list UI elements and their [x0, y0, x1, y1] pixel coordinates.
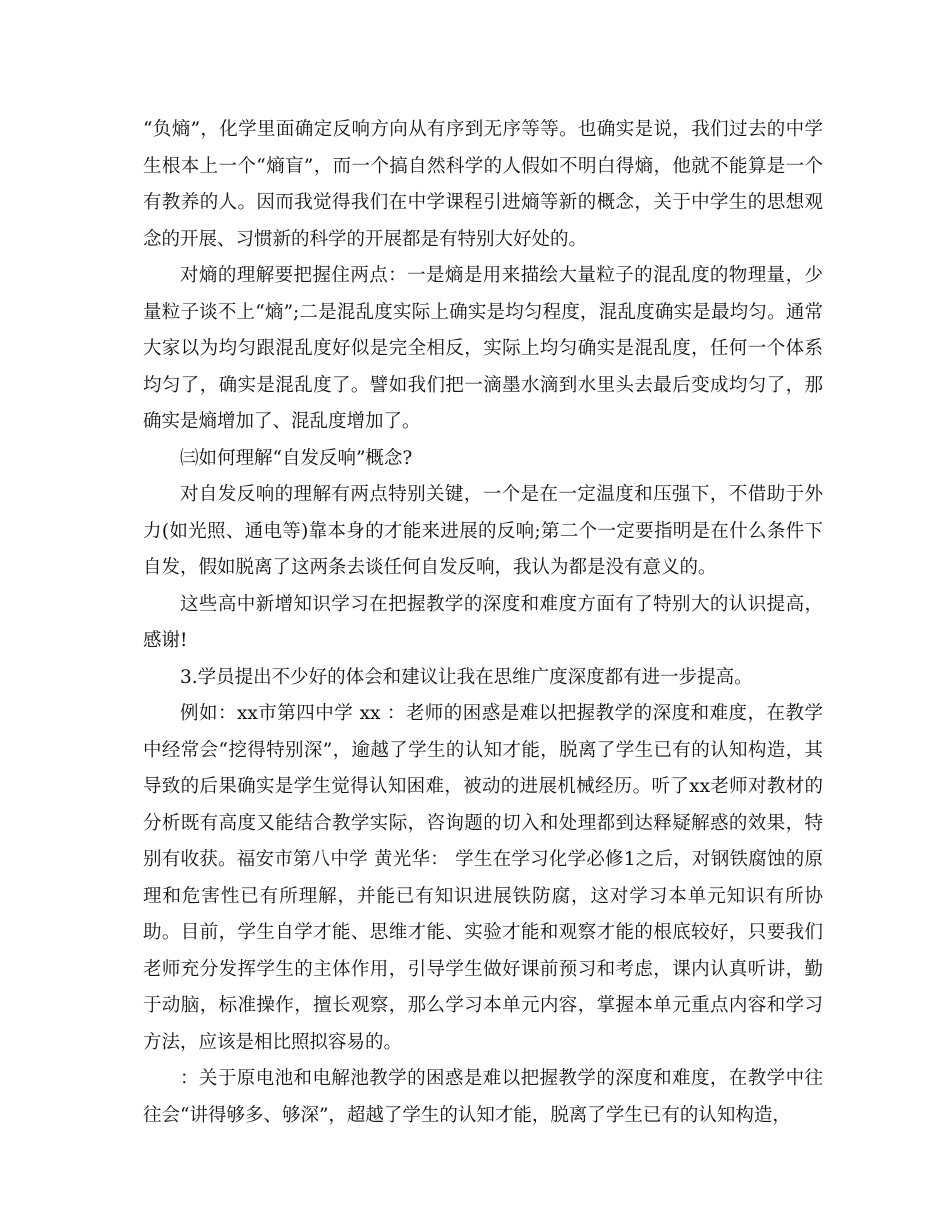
paragraph-thanks: 这些高中新增知识学习在把握教学的深度和难度方面有了特别大的认识提高，感谢!	[143, 593, 823, 651]
document-body	[143, 112, 823, 1134]
paragraph-examples: 例如：xx市第四中学 xx ：老师的困惑是难以把握教学的深度和难度，在教学中经常会“挖得特别深”，逾越了学生的认知才能，脱离了学生已有的认知构造，其导致的后果确实是学生觉得认知困难，被动的进展机械经历。听了xx老师对教材的分析既有高度又能结合教学实际，咨询题的切入和处理都到达释疑解惑的效果，特别有收获。福安市第八中学 黄光华： 学生在学习化学必修1之后，对钢铁腐蚀的原理和危害性已有所理解，并能已有知识进展铁防腐，这对学习本单元知识有所协助。目前，学生自学才能、思维才能、实验才能和观察才能的根底较好，只要我们老师充分发挥学生的主体作用，引导学生做好课前预习和考虑，课内认真听讲，勤于动脑，标准操作，擅长观察，那么学习本单元内容，掌握本单元重点内容和学习方法，应该是相比照拟容易的。	[143, 703, 823, 1053]
paragraph-electrochemistry: ：关于原电池和电解池教学的困惑是难以把握教学的深度和难度，在教学中往往会“讲得够多、够深”，超越了学生的认知才能，脱离了学生已有的认知构造，	[143, 1068, 823, 1126]
paragraph-entropy-intro: “负熵”，化学里面确定反响方向从有序到无序等等。也确实是说，我们过去的中学生根本上一个“熵盲”，而一个搞自然科学的人假如不明白得熵，他就不能算是一个有教养的人。因而我觉得我们在中学课程引进熵等新的概念，关于中学生的思想观念的开展、习惯新的科学的开展都是有特别大好处的。	[143, 119, 823, 250]
paragraph-spontaneous-reaction: 对自发反响的理解有两点特别关键，一个是在一定温度和压强下，不借助于外力(如光照、通电等)靠本身的才能来进展的反响;第二个一定要指明是在什么条件下自发，假如脱离了这两条去谈任何自发反响，我认为都是没有意义的。	[143, 484, 823, 578]
paragraph-item-3: 3.学员提出不少好的体会和建议让我在思维广度深度都有进一步提高。	[180, 666, 753, 688]
section-heading-spontaneous-reaction: ㈢如何理解“自发反响”概念?	[180, 447, 413, 469]
paragraph-entropy-understanding: 对熵的理解要把握住两点：一是熵是用来描绘大量粒子的混乱度的物理量，少量粒子谈不上“熵”;二是混乱度实际上确实是均匀程度，混乱度确实是最均匀。通常大家以为均匀跟混乱度好似是完全相反，实际上均匀确实是混乱度，任何一个体系均匀了，确实是混乱度了。譬如我们把一滴墨水滴到水里头去最后变成均匀了，那确实是熵增加了、混乱度增加了。	[143, 265, 823, 432]
